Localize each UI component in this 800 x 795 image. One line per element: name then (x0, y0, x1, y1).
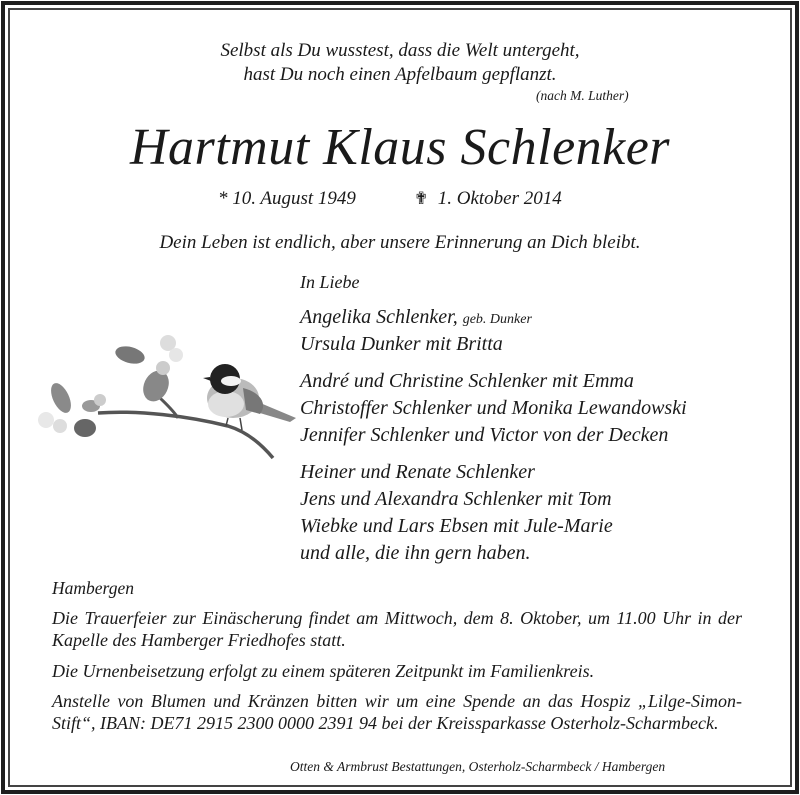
motto-line-2: hast Du noch einen Apfelbaum gepflanzt. (243, 64, 557, 85)
mourner-line: Jens und Alexandra Schlenker mit Tom (300, 488, 612, 510)
mourner-line: Jennifer Schlenker und Victor von der Decken (300, 424, 669, 446)
cross-icon: ✟ (414, 189, 429, 208)
birth-star-icon: * (218, 188, 228, 209)
mourner-note: geb. Dunker (462, 312, 532, 327)
mourner-line: Ursula Dunker mit Britta (300, 333, 503, 355)
mourner-line: Heiner und Renate Schlenker (300, 461, 535, 483)
mourner-line: Wiebke und Lars Ebsen mit Jule-Marie (300, 515, 613, 537)
mourner-line: Christoffer Schlenker und Monika Lewandowski (300, 397, 687, 419)
birth-date-text: 10. August 1949 (232, 188, 356, 209)
mourner-line: und alle, die ihn gern haben. (300, 542, 531, 564)
location: Hambergen (52, 578, 134, 598)
mourner-line: André und Christine Schlenker mit Emma (300, 370, 634, 392)
mourner-name: Angelika Schlenker, (300, 306, 458, 328)
burial-notice: Die Urnenbeisetzung erfolgt zu einem späteren Zeitpunkt im Familienkreis. (52, 661, 595, 681)
motto-attribution: (nach M. Luther) (536, 88, 629, 103)
undertaker: Otten & Armbrust Bestattungen, Osterholz-Scharmbeck / Hambergen (290, 759, 666, 774)
birth-date (218, 188, 356, 210)
mourners-intro: In Liebe (300, 272, 360, 292)
tagline: Dein Leben ist endlich, aber unsere Erinnerung an Dich bleibt. (159, 232, 641, 253)
funeral-notice: Die Trauerfeier zur Einäscherung findet am Mittwoch, dem 8. Oktober, um 11.00 Uhr in der Kapelle des Hamberger Friedhofes statt. (52, 608, 742, 650)
donation-notice: Anstelle von Blumen und Kränzen bitten wir um eine Spende an das Hospiz „Lilge-Simon-Stift“, IBAN: DE71 2915 2300 0000 2391 94 bei der Kreissparkasse Osterholz-Scharmbeck. (52, 691, 742, 733)
bird-on-branch-illustration (28, 318, 303, 463)
deceased-name: Hartmut Klaus Schlenker (129, 119, 671, 176)
death-date (414, 188, 562, 210)
motto-line-1: Selbst als Du wusstest, dass die Welt untergeht, (220, 40, 580, 61)
mourner-line (300, 306, 532, 329)
death-date-text: 1. Oktober 2014 (437, 188, 562, 209)
